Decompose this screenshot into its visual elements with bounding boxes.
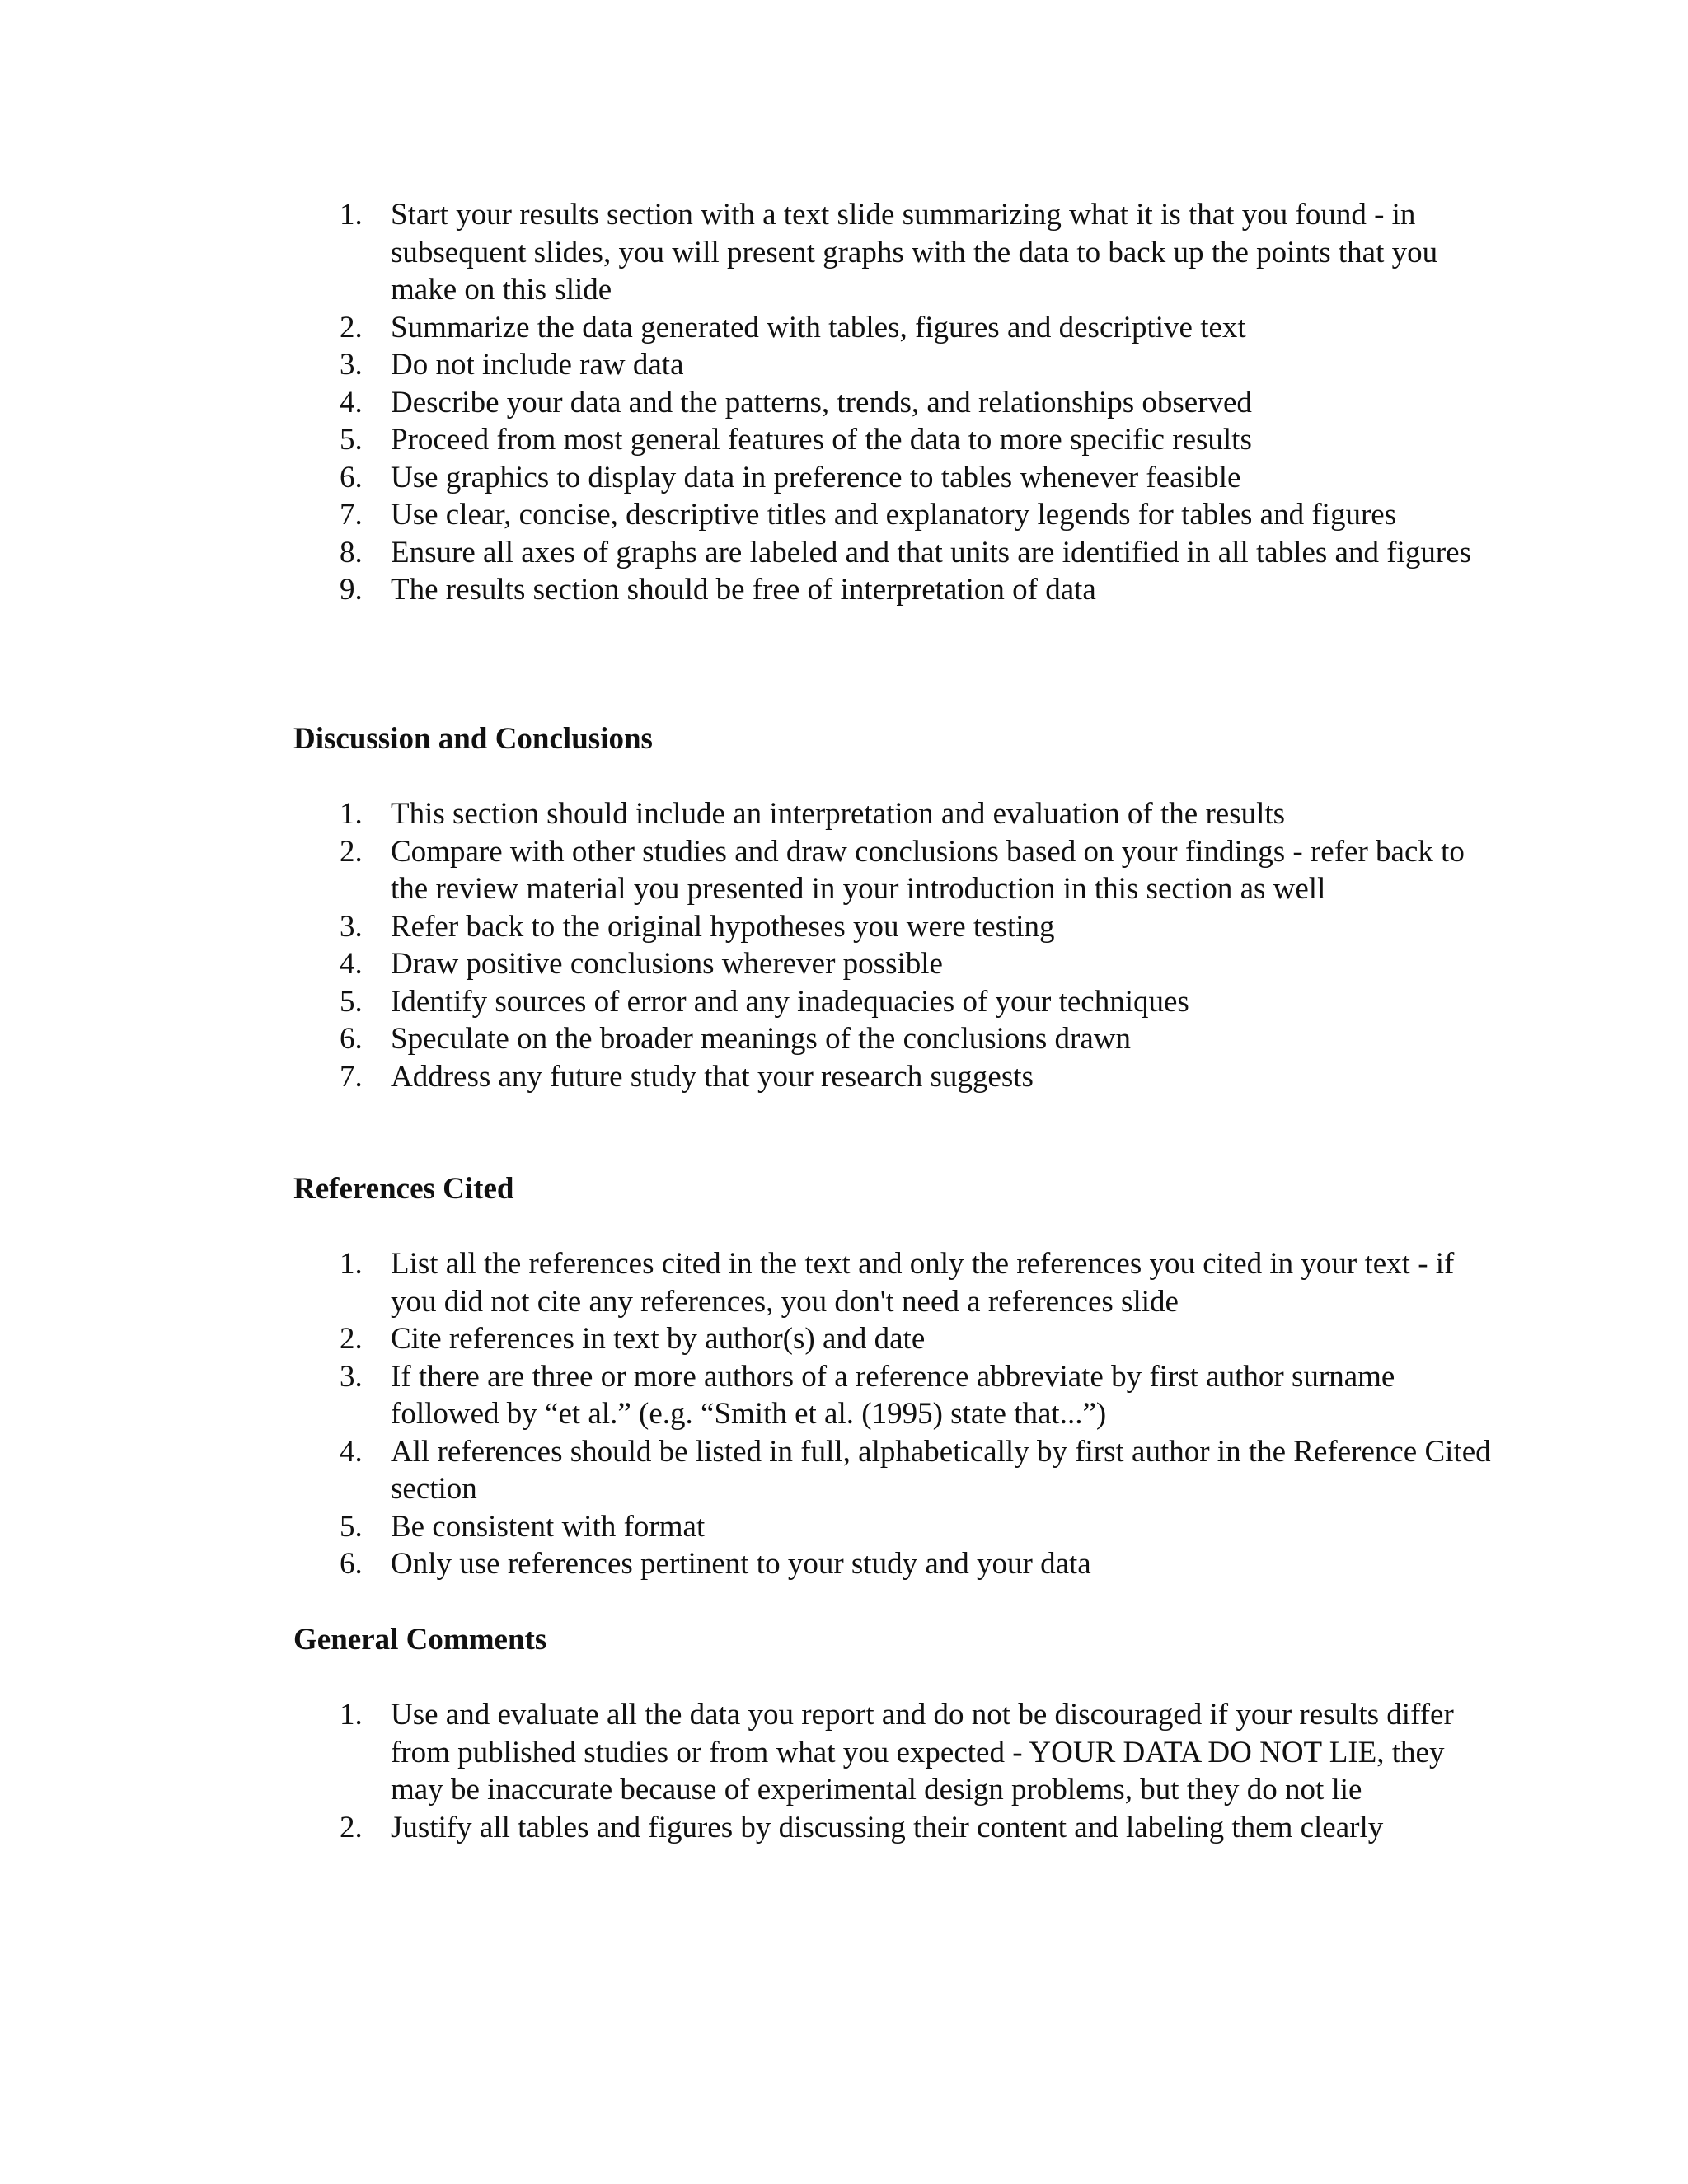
item-number: 8.: [340, 535, 363, 569]
item-number: 1.: [340, 1247, 363, 1281]
list-item: [0, 1358, 1495, 1433]
item-text: All references should be listed in full, alphabetically by first author in the Reference Cited section: [391, 1434, 1491, 1506]
item-text: Do not include raw data: [391, 348, 684, 382]
section-heading-general: General Comments: [293, 1623, 547, 1657]
list-item: [0, 384, 1495, 422]
list-item: [0, 1245, 1495, 1320]
item-text: Draw positive conclusions wherever possible: [391, 947, 943, 981]
section-heading-references: References Cited: [293, 1172, 514, 1206]
results-list: [0, 196, 1495, 609]
item-number: 3.: [340, 909, 363, 944]
item-text: This section should include an interpretation and evaluation of the results: [391, 797, 1286, 831]
list-item: [0, 1545, 1495, 1583]
item-text: Summarize the data generated with tables, figures and descriptive text: [391, 310, 1246, 344]
item-text: List all the references cited in the text and only the references you cited in your text - if you did not cite any references, you don't need a references slide: [391, 1247, 1455, 1319]
list-item: [0, 1809, 1495, 1847]
list-item: [0, 1320, 1495, 1358]
item-text: Ensure all axes of graphs are labeled and that units are identified in all tables and figures: [391, 535, 1471, 569]
item-text: Describe your data and the patterns, trends, and relationships observed: [391, 385, 1252, 419]
item-number: 1.: [340, 797, 363, 831]
item-number: 6.: [340, 1547, 363, 1581]
references-list: [0, 1245, 1495, 1583]
list-item: [0, 908, 1495, 946]
section-heading-discussion: Discussion and Conclusions: [293, 722, 653, 756]
item-text: Address any future study that your research suggests: [391, 1059, 1034, 1094]
discussion-list: [0, 795, 1495, 1095]
list-item: [0, 1020, 1495, 1058]
item-text: Start your results section with a text slide summarizing what it is that you found - in subsequent slides, you will present graphs with the data to back up the points that you make on this slide: [391, 198, 1438, 307]
item-number: 9.: [340, 573, 363, 607]
item-text: Only use references pertinent to your study and your data: [391, 1547, 1091, 1581]
list-item: [0, 459, 1495, 497]
item-number: 6.: [340, 460, 363, 494]
item-number: 1.: [340, 198, 363, 232]
list-item: [0, 945, 1495, 983]
item-number: 2.: [340, 310, 363, 344]
item-number: 3.: [340, 348, 363, 382]
list-item: [0, 496, 1495, 534]
list-item: [0, 1433, 1495, 1508]
item-number: 3.: [340, 1359, 363, 1394]
list-item: [0, 196, 1495, 309]
item-number: 2.: [340, 1810, 363, 1844]
list-item: [0, 1508, 1495, 1546]
list-item: [0, 1058, 1495, 1096]
item-number: 7.: [340, 1059, 363, 1094]
item-number: 1.: [340, 1698, 363, 1732]
item-text: Speculate on the broader meanings of the conclusions drawn: [391, 1022, 1132, 1056]
list-item: [0, 309, 1495, 347]
list-item: [0, 983, 1495, 1021]
item-number: 5.: [340, 423, 363, 457]
list-item: [0, 1696, 1495, 1809]
item-text: Compare with other studies and draw conclusions based on your findings - refer back to the review material you presented in your introduction in this section as well: [391, 834, 1465, 906]
item-text: Justify all tables and figures by discussing their content and labeling them clearly: [391, 1810, 1384, 1844]
item-text: Be consistent with format: [391, 1509, 706, 1544]
item-text: Use and evaluate all the data you report and do not be discouraged if your results differ from published studies or from what you expected - YOUR DATA DO NOT LIE, they may be inaccurate because of experimental design problems, but they do not lie: [391, 1698, 1454, 1807]
general-comments-list: [0, 1696, 1495, 1846]
list-item: [0, 795, 1495, 833]
item-text: Use graphics to display data in preference to tables whenever feasible: [391, 460, 1241, 494]
item-number: 2.: [340, 834, 363, 869]
item-number: 4.: [340, 947, 363, 981]
item-text: Use clear, concise, descriptive titles and explanatory legends for tables and figures: [391, 498, 1397, 532]
list-item: [0, 534, 1495, 572]
item-text: Proceed from most general features of the data to more specific results: [391, 423, 1252, 457]
item-number: 5.: [340, 1509, 363, 1544]
item-number: 2.: [340, 1322, 363, 1356]
list-item: [0, 421, 1495, 459]
list-item: [0, 833, 1495, 908]
item-text: If there are three or more authors of a reference abbreviate by first author surname followed by “et al.” (e.g. “Smith et al. (1995) state that...”): [391, 1359, 1395, 1431]
item-number: 7.: [340, 498, 363, 532]
item-text: Refer back to the original hypotheses you were testing: [391, 909, 1055, 944]
list-item: [0, 571, 1495, 609]
item-text: Identify sources of error and any inadequacies of your techniques: [391, 984, 1189, 1019]
item-number: 6.: [340, 1022, 363, 1056]
item-text: The results section should be free of interpretation of data: [391, 573, 1096, 607]
item-number: 5.: [340, 984, 363, 1019]
item-text: Cite references in text by author(s) and date: [391, 1322, 926, 1356]
item-number: 4.: [340, 1434, 363, 1469]
list-item: [0, 346, 1495, 384]
item-number: 4.: [340, 385, 363, 419]
